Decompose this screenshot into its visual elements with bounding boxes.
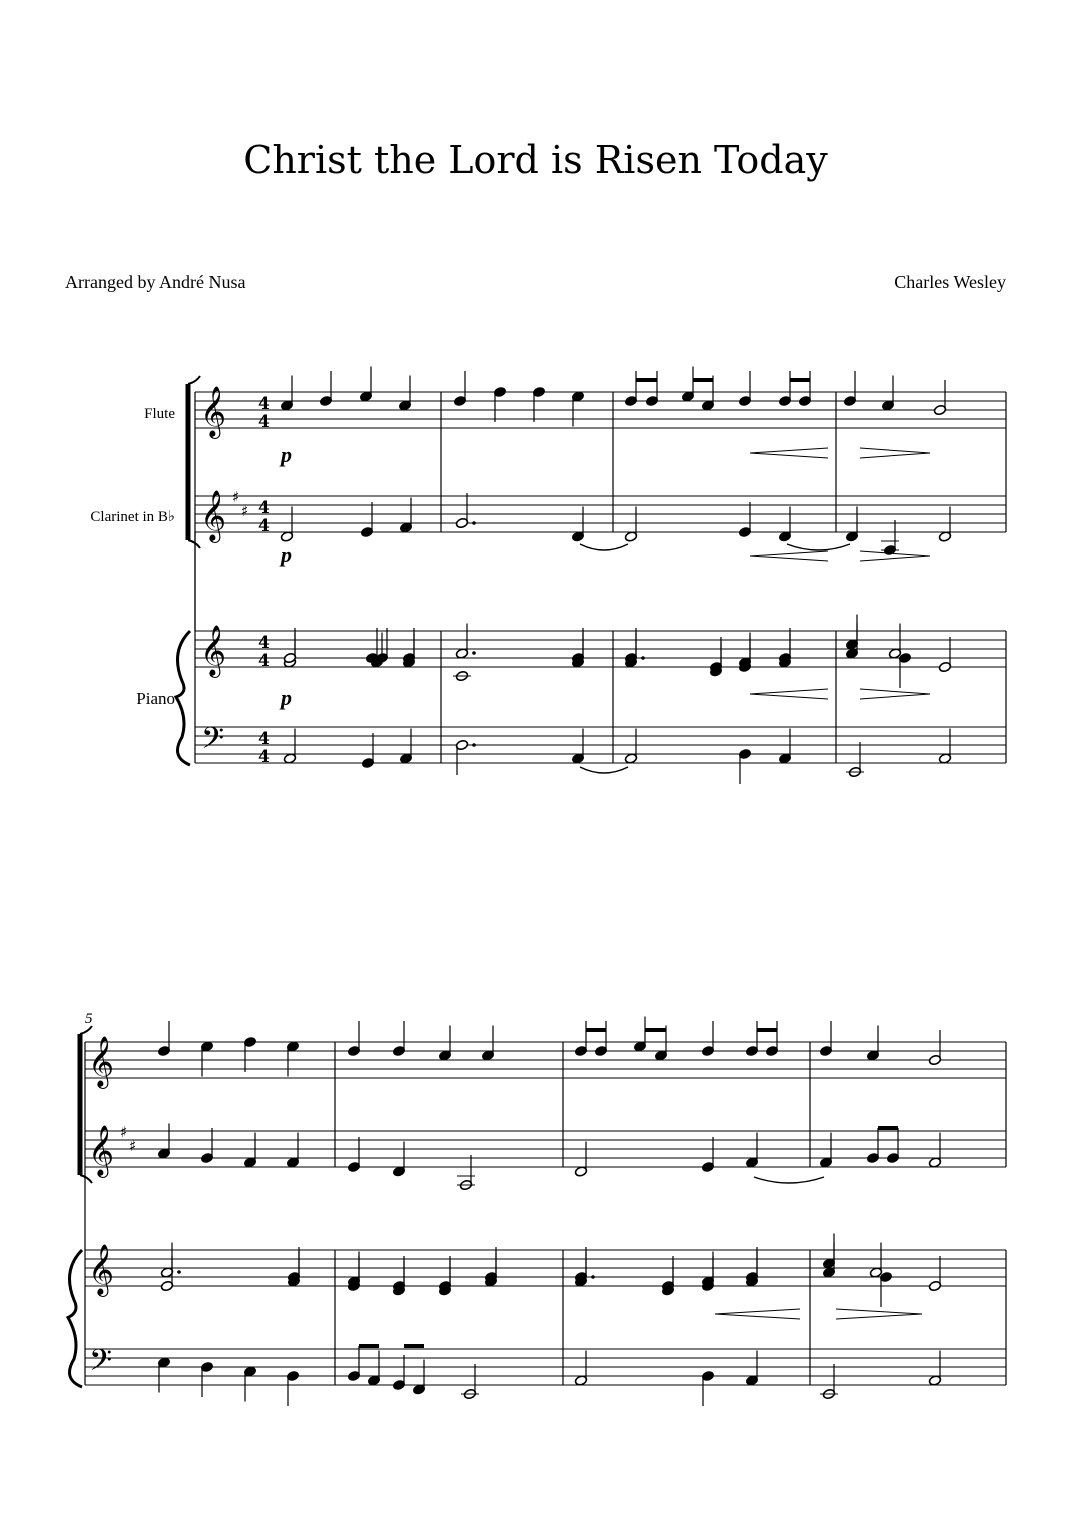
augmentation-dot: [641, 656, 645, 660]
crescendo-hairpin: [750, 694, 828, 699]
bass-clef-icon: 𝄢: [89, 1344, 113, 1385]
treble-clef-icon: 𝄞: [200, 386, 227, 437]
bracket-bottom-hook: [188, 540, 200, 548]
time-signature-bottom: 4: [258, 516, 270, 536]
key-sharp-c: ♯: [129, 1137, 137, 1155]
decrescendo-hairpin: [860, 551, 930, 556]
clarinet-label: Clarinet in B♭: [90, 509, 175, 525]
augmentation-dot: [472, 651, 476, 655]
time-signature-bottom: 4: [258, 747, 270, 767]
treble-clef-icon: 𝄞: [88, 1125, 115, 1176]
time-signature-top: 4: [258, 633, 270, 653]
composer-credit: Charles Wesley: [894, 272, 1006, 292]
tie: [580, 767, 628, 773]
treble-clef-icon: 𝄞: [200, 490, 227, 541]
treble-clef-icon: 𝄞: [88, 1244, 115, 1295]
tie: [580, 544, 628, 550]
decrescendo-hairpin: [836, 1309, 922, 1314]
crescendo-hairpin: [750, 556, 828, 561]
time-signature-bottom: 4: [258, 651, 270, 671]
augmentation-dot: [591, 1275, 595, 1279]
augmentation-dot: [472, 743, 476, 747]
decrescendo-hairpin: [860, 448, 930, 453]
decrescendo-hairpin: [860, 694, 930, 699]
brace-icon: [68, 1250, 82, 1387]
piano-label: Piano: [136, 689, 175, 708]
time-signature-top: 4: [258, 729, 270, 749]
arranger-credit: Arranged by André Nusa: [65, 272, 246, 292]
crescendo-hairpin: [715, 1314, 800, 1319]
decrescendo-hairpin: [860, 689, 930, 694]
treble-clef-icon: 𝄞: [88, 1036, 115, 1087]
bracket-bottom-hook: [80, 1175, 92, 1183]
bass-clef-icon: 𝄢: [201, 722, 225, 763]
crescendo-hairpin: [750, 551, 828, 556]
key-sharp-c: ♯: [241, 502, 249, 520]
bracket-top-hook: [188, 376, 200, 384]
bracket-top-hook: [80, 1026, 92, 1034]
tie: [787, 544, 850, 550]
crescendo-hairpin: [750, 689, 828, 694]
decrescendo-hairpin: [860, 453, 930, 458]
treble-clef-icon: 𝄞: [200, 625, 227, 676]
time-signature-top: 4: [258, 498, 270, 518]
time-signature-bottom: 4: [258, 412, 270, 432]
decrescendo-hairpin: [836, 1314, 922, 1319]
key-sharp-f: ♯: [120, 1123, 128, 1141]
measure-number: 5: [85, 1011, 93, 1027]
crescendo-hairpin: [750, 448, 828, 453]
decrescendo-hairpin: [860, 556, 930, 561]
dynamic-clarinet: p: [281, 542, 292, 567]
score-title: Christ the Lord is Risen Today: [243, 138, 828, 182]
augmentation-dot: [177, 1270, 181, 1274]
dynamic-flute: p: [281, 442, 292, 467]
tie: [754, 1177, 824, 1183]
crescendo-hairpin: [715, 1309, 800, 1314]
brace-icon: [176, 631, 190, 765]
flute-label: Flute: [144, 406, 175, 422]
key-sharp-f: ♯: [232, 488, 240, 506]
augmentation-dot: [472, 521, 476, 525]
notation-layer: [68, 367, 1006, 1407]
crescendo-hairpin: [750, 453, 828, 458]
time-signature-top: 4: [258, 394, 270, 414]
dynamic-piano: p: [281, 685, 292, 710]
